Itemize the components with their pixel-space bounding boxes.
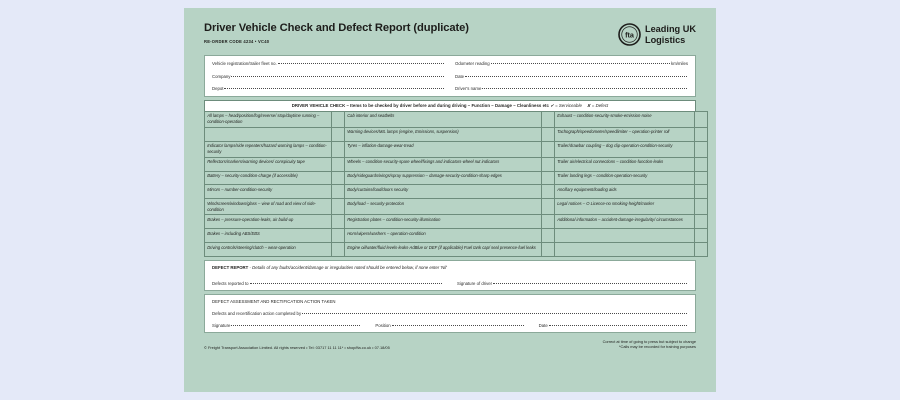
field-label: Date [455,73,465,79]
field-depot[interactable] [212,86,445,91]
driver-vehicle-check-table [204,100,696,257]
reorder-code: RE-ORDER CODE 4234 • VC40 [204,39,270,45]
check-item-label: Trailer air/electrical connections – condition-function-leaks [555,157,695,171]
field-line[interactable] [549,325,687,326]
check-item-label: Tyres – inflation-damage-wear-tread [345,141,542,157]
field-line[interactable] [231,76,444,77]
field-line[interactable] [392,325,524,326]
check-item-label: Brakes – including ABS/EBS [205,229,332,243]
check-item-tickbox[interactable] [542,229,555,243]
check-item-empty [205,127,332,141]
table-row [205,171,708,185]
table-row [205,215,708,229]
document-header [204,22,696,46]
field-position[interactable] [375,323,524,328]
document-footer [204,339,696,350]
field-label: Date [538,322,548,328]
check-item-label: Registration plates – condition-security-illumination [345,215,542,229]
vehicle-details-box [204,55,696,97]
field-line[interactable] [302,313,687,314]
field-label: Company [212,73,231,79]
field-odometer-reading[interactable] [455,61,688,66]
check-item-label: Battery – security-condition-charge (if accessible) [205,171,332,185]
check-item-tickbox[interactable] [542,199,555,215]
field-label: Depot [212,86,224,91]
field-unit: km/miles [671,61,688,66]
table-row [205,127,708,141]
defect-report-writing-area[interactable] [212,270,688,281]
defect-assessment-box [204,294,696,333]
check-item-label: Body/load – security-protection [345,199,542,215]
check-item-tickbox[interactable] [542,141,555,157]
check-item-label: Reflectors/markers/warning devices/ conspicuity tape [205,157,332,171]
check-rows-body [205,111,708,256]
check-item-tickbox[interactable] [332,111,345,127]
field-label: Driver's name [455,86,482,91]
field-driver-name[interactable] [455,86,688,91]
check-item-tickbox[interactable] [542,185,555,199]
defect-assessment-writing-area[interactable] [212,304,688,311]
title-block [204,22,469,44]
table-row [205,141,708,157]
field-line[interactable] [231,325,360,326]
check-item-tickbox-empty [332,127,345,141]
field-line[interactable] [278,63,444,64]
check-item-tickbox-empty [695,242,708,256]
table-row [205,157,708,171]
table-row [205,185,708,199]
check-item-tickbox[interactable] [332,242,345,256]
check-item-tickbox-empty [695,229,708,243]
check-item-tickbox[interactable] [332,141,345,157]
field-company[interactable] [212,74,445,79]
check-item-label: Exhaust – condition-security-smoke-emission-noise [555,111,695,127]
footer-copyright: © Freight Transport Association Limited. All rights reserved • Tel: 03717 11 11 11* • shop/fta.co.uk • 07.18/05 [204,345,390,351]
page-title: Driver Vehicle Check and Defect Report (duplicate) [204,22,469,34]
check-item-empty [555,242,695,256]
check-item-tickbox[interactable] [542,215,555,229]
defect-assessment-row-2 [212,323,688,328]
check-item-label: Brakes – pressure-operation-leaks, air build-up [205,215,332,229]
defect-assessment-title: DEFECT ASSESSMENT AND RECTIFICATION ACTION TAKEN [212,298,336,304]
table-row [205,242,708,256]
check-item-tickbox[interactable] [695,141,708,157]
fta-logo [618,23,696,46]
check-item-tickbox[interactable] [542,157,555,171]
check-item-label: Tachograph/speedometer/speedlimiter – operation-printer roll [555,127,695,141]
check-item-tickbox[interactable] [542,242,555,256]
check-item-tickbox[interactable] [695,157,708,171]
check-item-tickbox[interactable] [332,185,345,199]
check-item-tickbox[interactable] [542,111,555,127]
field-line[interactable] [465,76,687,77]
field-label: Defects and recertification action completed by [212,310,302,316]
form-card [184,8,716,392]
svg-text:fta: fta [625,30,634,40]
check-item-tickbox[interactable] [332,171,345,185]
check-item-label: Additional information – accident-damage-irregularity/ circumstances [555,215,695,229]
field-line[interactable] [224,88,444,89]
check-item-label: Engine oil/water/fluid levels-leaks-AdBlue or DEF (if applicable) Fuel tank cap/ seal presence-fuel leaks [345,242,542,256]
footer-notice-line-1: Correct at time of going to press but subject to change [602,338,696,344]
check-item-tickbox[interactable] [332,199,345,215]
defect-assessment-row-1 [212,311,688,316]
check-item-tickbox[interactable] [695,127,708,141]
defect-report-fields [212,281,688,286]
check-heading-tick: ✔ = Serviceable [550,103,582,108]
check-item-label: Legal notices – O Licence-no smoking-height/marker [555,199,695,215]
table-row [205,229,708,243]
check-item-tickbox[interactable] [695,215,708,229]
check-item-label: Body/sideguards/wings/spray suppression – damage-security-condition-sharp edges [345,171,542,185]
defect-assessment-gap [212,316,688,323]
check-item-label: Windscreen/windows/glass – view of road and view of side-condition [205,199,332,215]
field-label: Vehicle registration/trailer fleet no. [212,61,277,66]
vehicle-details-left [212,61,445,96]
check-item-label: Mirrors – number-condition-security [205,185,332,199]
footer-notice [603,339,696,350]
check-item-label: Cab interior and seatbelts [345,111,542,127]
field-line[interactable] [250,283,442,284]
defect-report-title: DEFECT REPORT [212,264,249,270]
field-line[interactable] [482,88,687,89]
check-heading-text: DRIVER VEHICLE CHECK – Items to be checked by driver before and during driving – Function – Damage – Cleanliness etc [291,103,549,108]
logo-line-2: Logistics [644,34,686,45]
check-item-label: All lamps – head/position/fog/reverse/ stop/daytime running – condition-operation [205,111,332,127]
check-item-label: Trailer landing legs – condition-operation-security [555,171,695,185]
field-label: Position [375,322,391,328]
field-label: Defects reported to [212,280,249,286]
check-item-label: Warning devices/MIL lamps (engine, Emissions, suspension) [345,127,542,141]
logo-wordmark [645,24,696,45]
check-items-grid [204,111,708,257]
field-line[interactable] [491,63,670,64]
field-action-completed-by[interactable] [212,311,688,316]
field-label: Signature [212,322,231,328]
check-item-tickbox[interactable] [695,111,708,127]
check-item-label: Driving controls/steering/clutch – wear-operation [205,242,332,256]
vehicle-details-right [455,61,688,96]
check-item-label: Indicator lamps/side repeaters/hazard warning lamps – condition-security [205,141,332,157]
fta-roundel-icon [618,23,641,46]
check-item-label: Wheels – condition-security-spare wheel/fixings and indicators-wheel nut indicators [345,157,542,171]
check-item-tickbox[interactable] [695,185,708,199]
check-item-tickbox[interactable] [332,157,345,171]
defect-report-subtitle: - Details of any faults/accident/damage or irregularities noted should be entered below, if none enter 'Nil' [249,264,448,270]
field-defects-reported-to[interactable] [212,281,443,286]
field-label: Signature of driver [457,280,493,286]
table-row [205,111,708,127]
field-signature[interactable] [212,323,361,328]
check-item-tickbox[interactable] [542,127,555,141]
field-vehicle-registration[interactable] [212,61,445,66]
footer-notice-line-2: *Calls may be recorded for training purposes [619,344,696,350]
table-row [205,199,708,215]
check-item-tickbox[interactable] [695,171,708,185]
check-item-empty [555,229,695,243]
check-item-tickbox[interactable] [695,199,708,215]
check-item-tickbox[interactable] [542,171,555,185]
field-label: Odometer reading [455,61,490,66]
check-table-heading [204,100,696,111]
check-item-label: Horn/wipers/washers – operation-condition [345,229,542,243]
field-signature-of-driver[interactable] [457,281,688,286]
defect-report-box [204,260,696,291]
field-assessment-date[interactable] [539,323,688,328]
check-item-label: Trailer/drawbar coupling – dog clip-operation-condition-security [555,141,695,157]
check-item-tickbox[interactable] [332,215,345,229]
check-heading-cross: ✘ = Defect [586,103,609,108]
check-item-label: Body/curtains/load/doors security [345,185,542,199]
check-item-tickbox[interactable] [332,229,345,243]
field-line[interactable] [493,283,687,284]
field-date[interactable] [455,74,688,79]
check-item-label: Ancillary equipment/loading aids [555,185,695,199]
logo-line-1: Leading UK [644,24,696,35]
